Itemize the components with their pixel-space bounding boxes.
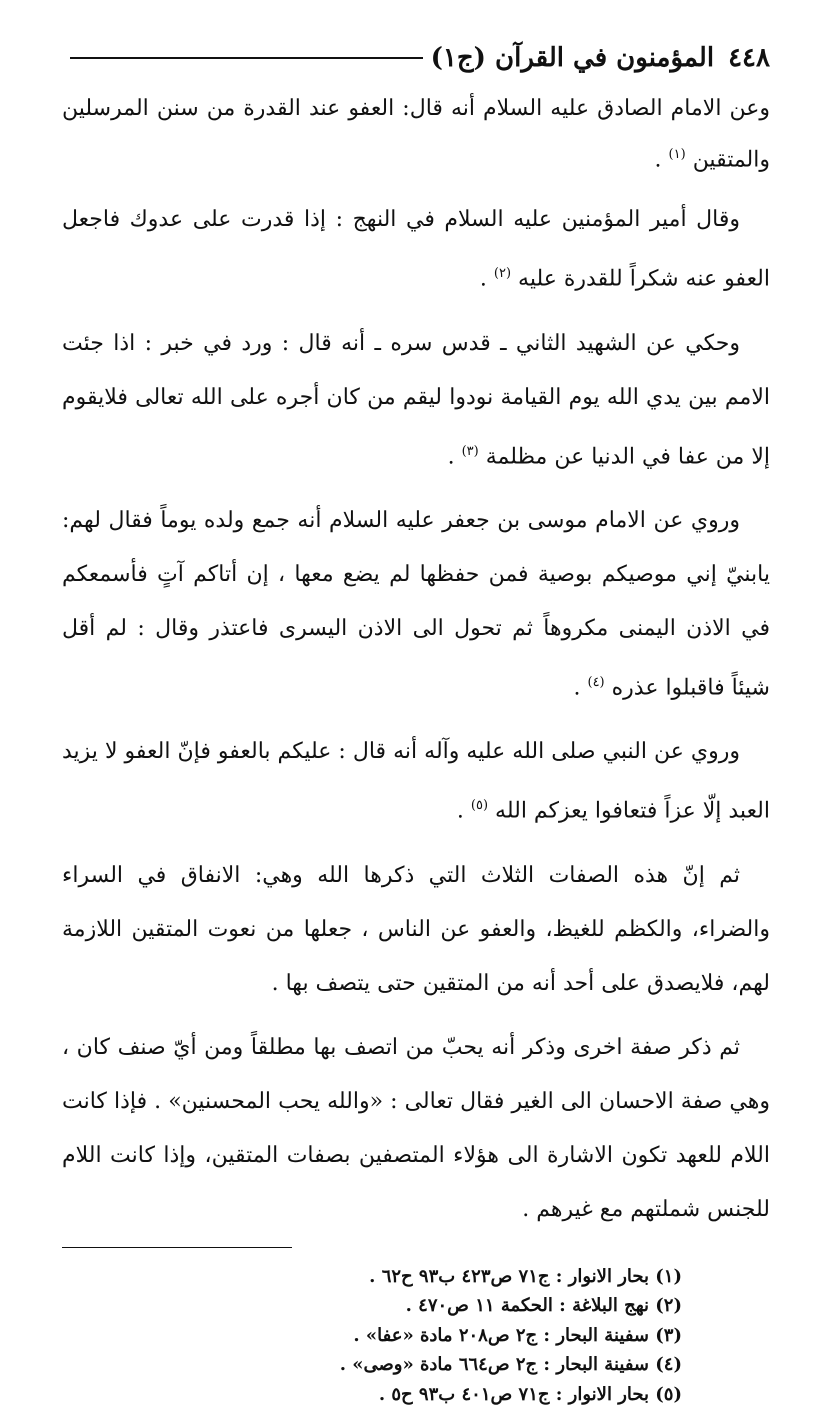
paragraph-text: وروي عن الامام موسى بن جعفر عليه السلام أنه جمع ولده يوماً فقال لهم: يابنيّ إني موصيكم بوصية فمن حفظها لم يضع معها ، إن أتاكم آتٍ فأسمعكم في الاذن اليمنى مكروهاً ثم تحول الى الاذن اليسرى فاعتذر وقال : لم أقل شيئاً فاقبلوا عذره	[62, 507, 771, 701]
paragraph	[62, 494, 770, 715]
paragraph-text: ثم ذكر صفة اخرى وذكر أنه يحبّ من اتصف بها مطلقاً ومن أيّ صنف كان ، وهي صفة الاحسان الى الغير فقال تعالى : «والله يحب المحسنين» . فإذا كانت اللام للعهد تكون الاشارة الى هؤلاء المتصفين بصفات المتقين، وإذا كانت اللام للجنس شملتهم مع غيرهم	[62, 1034, 770, 1222]
paragraph	[62, 317, 770, 484]
header-rule	[70, 57, 423, 59]
footnote: (٣) سفينة البحار : ج٢ ص٢٠٨ مادة «عفا» .	[353, 1324, 682, 1346]
paragraph-text: وروي عن النبي صلى الله عليه وآله أنه قال : عليكم بالعفو فإنّ العفو لا يزيد العبد إلّا عزاً فتعافوا يعزكم الله	[62, 739, 770, 824]
footnote-ref: (٤)	[587, 674, 605, 690]
paragraph	[62, 849, 770, 1011]
footnote-separator	[62, 1247, 292, 1248]
footnote-ref: (٥)	[470, 798, 489, 814]
paragraph	[62, 86, 770, 183]
footnote: (١) بحار الانوار : ج٧١ ص٤٢٣ ب٩٣ ح٦٢ .	[369, 1265, 682, 1287]
paragraph-end: .	[654, 147, 662, 173]
paragraph	[62, 1021, 770, 1237]
footnotes	[62, 1262, 770, 1409]
paragraph-end: .	[447, 443, 455, 469]
paragraph-end: .	[479, 266, 487, 292]
paragraph-end: .	[271, 970, 279, 996]
footnote-ref: (١)	[668, 147, 686, 162]
running-title: المؤمنون في القرآن (ج١)	[430, 43, 715, 73]
paragraph-text: وقال أمير المؤمنين عليه السلام في النهج : إذا قدرت على عدوك فاجعل العفو عنه شكراً للقدرة عليه	[62, 207, 770, 292]
main-text	[62, 86, 770, 1237]
paragraph-text: وحكي عن الشهيد الثاني ـ قدس سره ـ أنه قال : ورد في خبر : اذا جئت الامم بين يدي الله يوم القيامة نودوا ليقم من كان أجره على الله تعالى فلايقوم إلا من عفا في الدنيا عن مظلمة	[62, 330, 770, 469]
paragraph-end: .	[573, 675, 581, 701]
paragraph	[62, 193, 770, 306]
paragraph-text: ثم إنّ هذه الصفات الثلاث التي ذكرها الله وهي: الانفاق في السراء والضراء، والكظم للغيظ، والعفو عن الناس ، جعلها من نعوت المتقين اللازمة لهم، فلايصدق على أحد أنه من المتقين حتى يتصف بها	[62, 862, 770, 996]
footnote: (٢) نهج البلاغة : الحكمة ١١ ص٤٧٠ .	[405, 1295, 682, 1317]
paragraph-text: وعن الامام الصادق عليه السلام أنه قال: العفو عند القدرة من سنن المرسلين والمتقين	[62, 96, 770, 173]
paragraph-end: .	[456, 798, 464, 824]
paragraph-end: .	[522, 1196, 530, 1222]
footnote: (٥) بحار الانوار : ج٧١ ص٤٠١ ب٩٣ ح٥ .	[378, 1383, 682, 1405]
page-header	[62, 38, 770, 78]
paragraph	[62, 725, 770, 838]
footnote: (٤) سفينة البحار : ج٢ ص٦٦٤ مادة «وصى» .	[339, 1354, 682, 1376]
footnote-ref: (٣)	[461, 443, 479, 459]
page-number: ٤٤٨	[728, 43, 770, 73]
footnote-ref: (٢)	[493, 266, 512, 282]
